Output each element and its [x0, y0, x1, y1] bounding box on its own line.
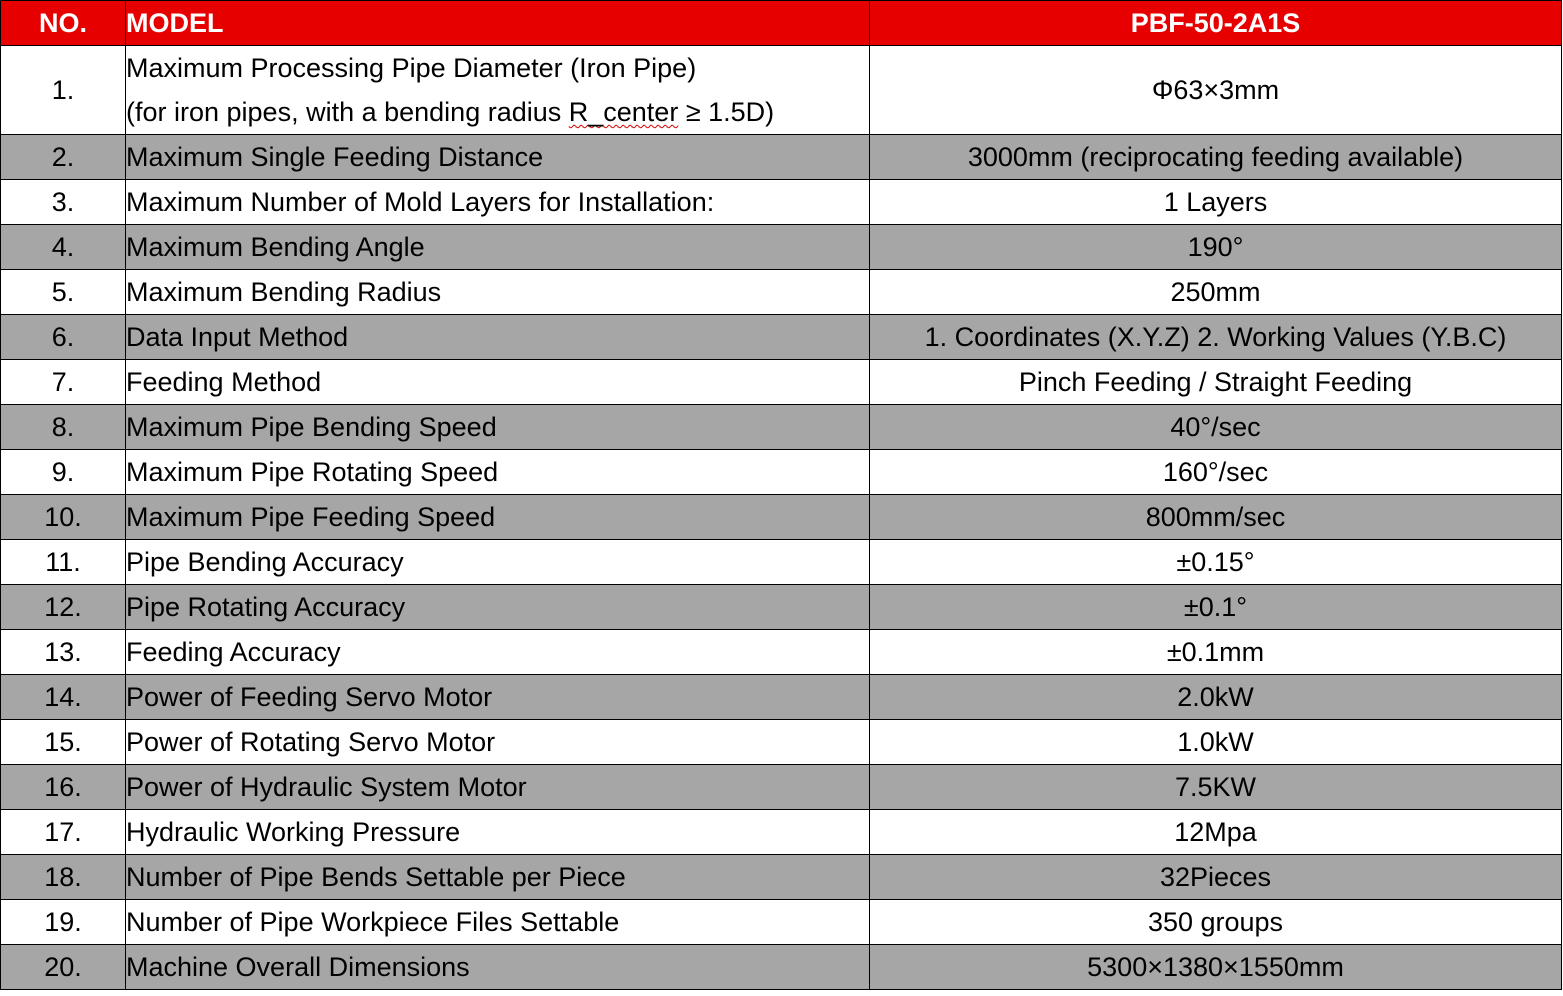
row-number: 17.	[1, 810, 126, 855]
row-number: 10.	[1, 495, 126, 540]
row-label: Power of Feeding Servo Motor	[126, 675, 870, 720]
row-number: 4.	[1, 225, 126, 270]
row-number: 14.	[1, 675, 126, 720]
row-label: Feeding Method	[126, 360, 870, 405]
table-row	[1, 270, 1562, 315]
row-value: 1.0kW	[870, 720, 1562, 765]
spelling-error-word: R_center	[568, 97, 679, 127]
table-row	[1, 810, 1562, 855]
table-row	[1, 945, 1562, 990]
header-model-value: PBF-50-2A1S	[870, 1, 1562, 46]
row-number: 1.	[1, 46, 126, 135]
row-value: 32Pieces	[870, 855, 1562, 900]
row-label: Power of Rotating Servo Motor	[126, 720, 870, 765]
row-label: Number of Pipe Bends Settable per Piece	[126, 855, 870, 900]
row-number: 18.	[1, 855, 126, 900]
row-label: Pipe Bending Accuracy	[126, 540, 870, 585]
row-number: 19.	[1, 900, 126, 945]
table-row	[1, 630, 1562, 675]
row-number: 7.	[1, 360, 126, 405]
row-number: 15.	[1, 720, 126, 765]
row-number: 6.	[1, 315, 126, 360]
table-row	[1, 225, 1562, 270]
table-row	[1, 405, 1562, 450]
row-label: Maximum Bending Radius	[126, 270, 870, 315]
row-label: Data Input Method	[126, 315, 870, 360]
row-value: 5300×1380×1550mm	[870, 945, 1562, 990]
row-value: Φ63×3mm	[870, 46, 1562, 135]
row-label-line2-pre: (for iron pipes, with a bending radius	[126, 97, 569, 127]
row-value: 250mm	[870, 270, 1562, 315]
row-number: 20.	[1, 945, 126, 990]
row-value: 1. Coordinates (X.Y.Z) 2. Working Values (Y.B.C)	[870, 315, 1562, 360]
row-number: 9.	[1, 450, 126, 495]
table-row	[1, 900, 1562, 945]
row-number: 11.	[1, 540, 126, 585]
row-label-line1: Maximum Processing Pipe Diameter (Iron Pipe)	[126, 53, 697, 83]
row-label: Power of Hydraulic System Motor	[126, 765, 870, 810]
table-row	[1, 135, 1562, 180]
row-label	[126, 46, 870, 135]
row-number: 8.	[1, 405, 126, 450]
table-row	[1, 765, 1562, 810]
table-row	[1, 585, 1562, 630]
row-value: 190°	[870, 225, 1562, 270]
row-label-line2	[126, 90, 869, 134]
row-value: 40°/sec	[870, 405, 1562, 450]
row-number: 2.	[1, 135, 126, 180]
row-value: Pinch Feeding / Straight Feeding	[870, 360, 1562, 405]
row-label: Machine Overall Dimensions	[126, 945, 870, 990]
table-row	[1, 495, 1562, 540]
row-label: Maximum Pipe Bending Speed	[126, 405, 870, 450]
table-row	[1, 46, 1562, 135]
row-value: ±0.1mm	[870, 630, 1562, 675]
row-value: 800mm/sec	[870, 495, 1562, 540]
row-label: Feeding Accuracy	[126, 630, 870, 675]
row-label-line2-post: ≥ 1.5D)	[678, 97, 775, 127]
header-no: NO.	[1, 1, 126, 46]
table-row	[1, 720, 1562, 765]
row-value: 350 groups	[870, 900, 1562, 945]
row-label: Maximum Pipe Rotating Speed	[126, 450, 870, 495]
row-number: 5.	[1, 270, 126, 315]
row-value: 160°/sec	[870, 450, 1562, 495]
table-row	[1, 855, 1562, 900]
row-value: ±0.15°	[870, 540, 1562, 585]
row-label: Maximum Bending Angle	[126, 225, 870, 270]
row-value: 7.5KW	[870, 765, 1562, 810]
table-row	[1, 675, 1562, 720]
row-number: 16.	[1, 765, 126, 810]
row-value: 1 Layers	[870, 180, 1562, 225]
table-row	[1, 315, 1562, 360]
row-number: 12.	[1, 585, 126, 630]
row-label: Pipe Rotating Accuracy	[126, 585, 870, 630]
table-row	[1, 450, 1562, 495]
row-label: Maximum Single Feeding Distance	[126, 135, 870, 180]
header-model: MODEL	[126, 1, 870, 46]
row-number: 3.	[1, 180, 126, 225]
row-value: 2.0kW	[870, 675, 1562, 720]
table-row	[1, 180, 1562, 225]
row-value: 3000mm (reciprocating feeding available)	[870, 135, 1562, 180]
row-number: 13.	[1, 630, 126, 675]
row-label: Maximum Pipe Feeding Speed	[126, 495, 870, 540]
row-label: Number of Pipe Workpiece Files Settable	[126, 900, 870, 945]
row-value: 12Mpa	[870, 810, 1562, 855]
table-row	[1, 360, 1562, 405]
header-row	[1, 1, 1562, 46]
row-value: ±0.1°	[870, 585, 1562, 630]
row-label: Maximum Number of Mold Layers for Installation:	[126, 180, 870, 225]
table-row	[1, 540, 1562, 585]
row-label: Hydraulic Working Pressure	[126, 810, 870, 855]
